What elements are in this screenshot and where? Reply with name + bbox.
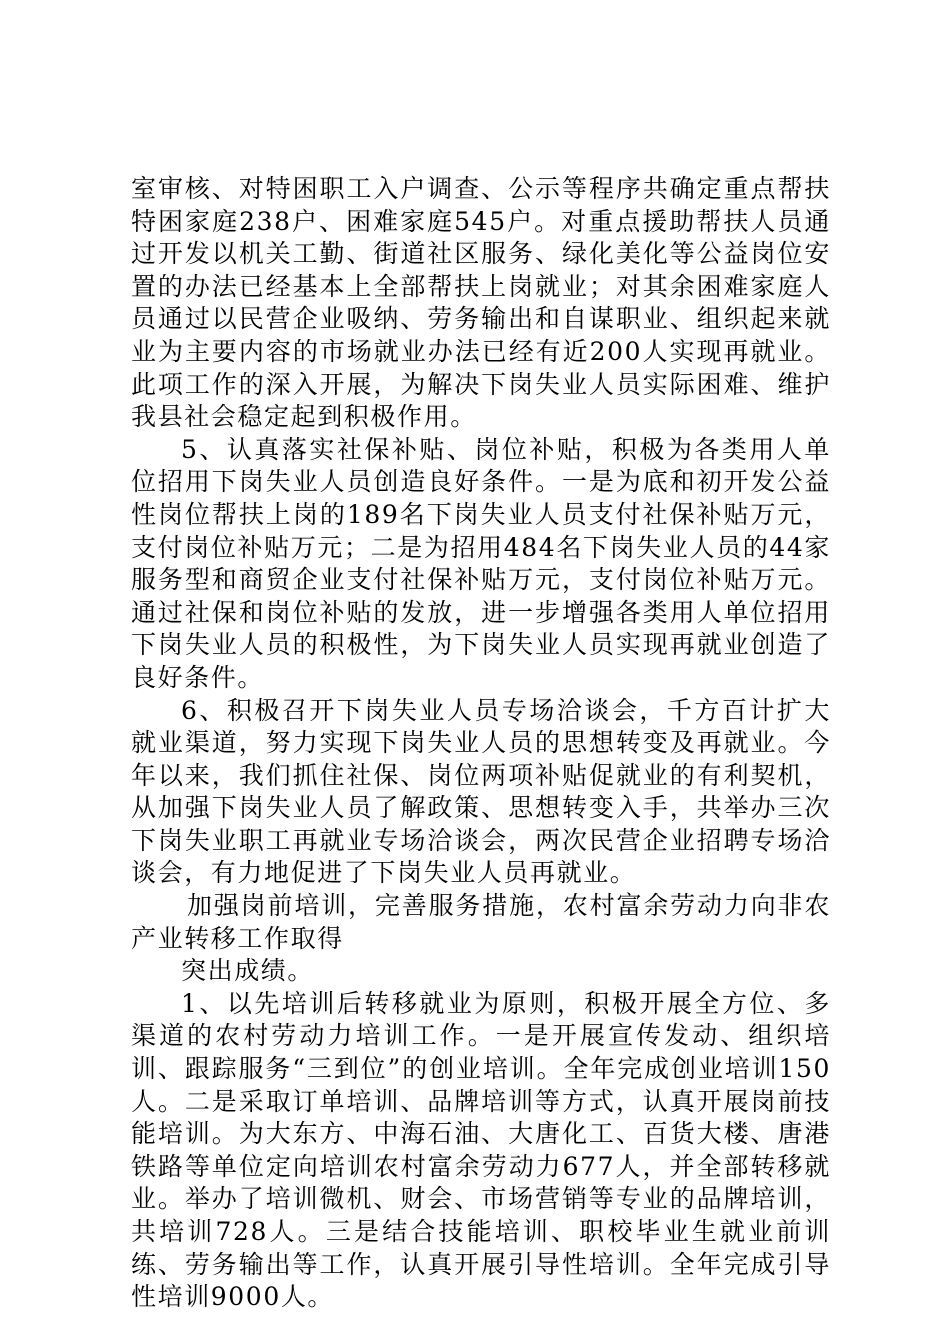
paragraph-item-1: 1、以先培训后转移就业为原则，积极开展全方位、多渠道的农村劳动力培训工作。一是开展宣传发动、组织培训、跟踪服务“三到位”的创业培训。全年完成创业培训150人。二是采取订单培训、品牌培训等方式，认真开展岗前技能培训。为大东方、中海石油、大唐化工、百货大楼、唐港铁路等单位定向培训农村富余劳动力677人，并全部转移就业。举办了培训微机、财会、市场营销等专业的品牌培训，共培训728人。三是结合技能培训、职校毕业生就业前训练、劳务输出等工作，认真开展引导性培训。全年完成引导性培训9000人。 (131, 988, 831, 1312)
paragraph-continuation: 室审核、对特困职工入户调查、公示等程序共确定重点帮扶特困家庭238户、困难家庭545户。对重点援助帮扶人员通过开发以机关工勤、街道社区服务、绿化美化等公益岗位安置的办法已经基本上全部帮扶上岗就业；对其余困难家庭人员通过以民营企业吸纳、劳务输出和自谋职业、组织起来就业为主要内容的市场就业办法已经有近200人实现再就业。此项工作的深入开展，为解决下岗失业人员实际困难、维护我县社会稳定起到积极作用。 (131, 174, 831, 432)
paragraph-item-6: 6、积极召开下岗失业人员专场洽谈会，千方百计扩大就业渠道，努力实现下岗失业人员的思想转变及再就业。今年以来，我们抓住社保、岗位两项补贴促就业的有利契机，从加强下岗失业人员了解政策、思想转变入手，共举办三次下岗失业职工再就业专场洽谈会，两次民营企业招聘专场洽谈会，有力地促进了下岗失业人员再就业。 (131, 695, 831, 888)
paragraph-item-5: 5、认真落实社保补贴、岗位补贴，积极为各类用人单位招用下岗失业人员创造良好条件。一是为底和初开发公益性岗位帮扶上岗的189名下岗失业人员支付社保补贴万元，支付岗位补贴万元；二是为招用484名下岗失业人员的44家服务型和商贸企业支付社保补贴万元，支付岗位补贴万元。通过社保和岗位补贴的发放，进一步增强各类用人单位招用下岗失业人员的积极性，为下岗失业人员实现再就业创造了良好条件。 (131, 434, 831, 692)
section-heading-continuation: 突出成绩。 (181, 956, 315, 986)
section-heading: 加强岗前培训，完善服务措施，农村富余劳动力向非农产业转移工作取得 (131, 891, 831, 953)
body-text (131, 173, 831, 1314)
